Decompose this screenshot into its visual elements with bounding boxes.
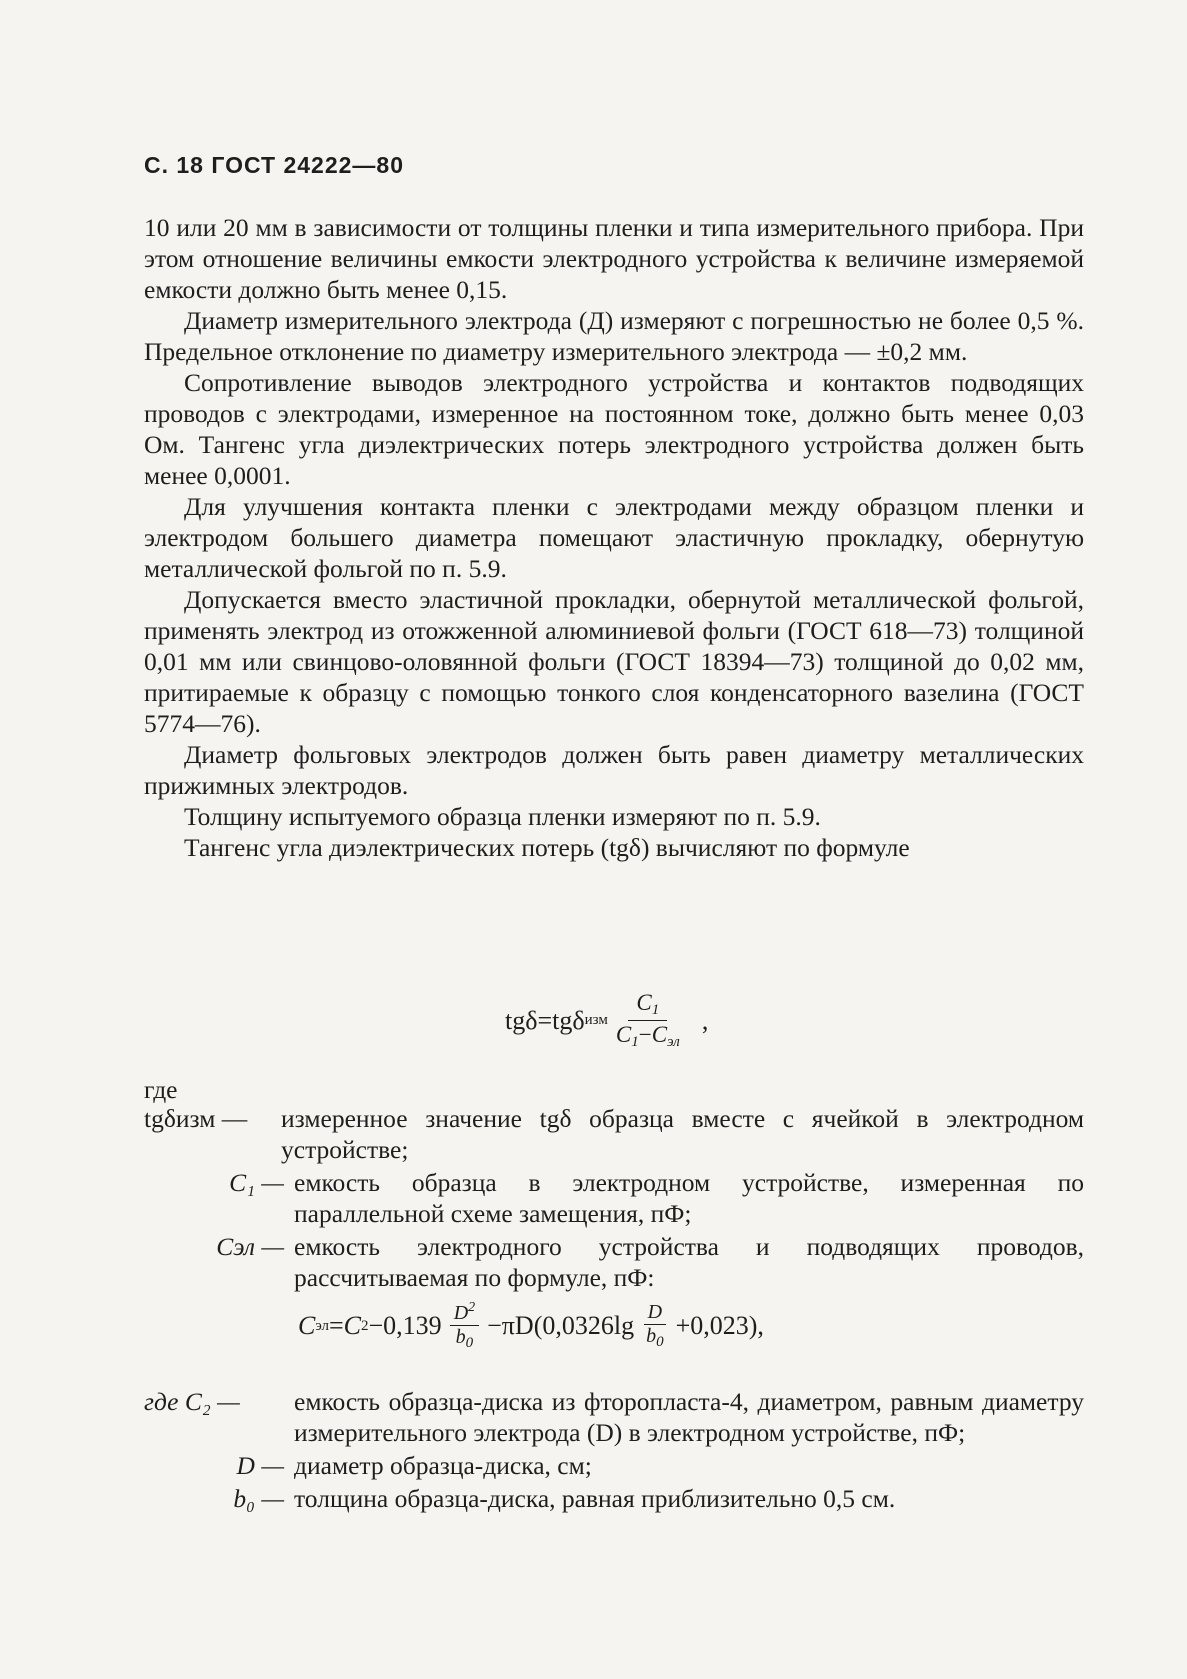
definition-desc: емкость образца в электродном устройстве, измеренная по параллельной схеме замещения, пФ; <box>294 1168 1084 1228</box>
paragraph: Диаметр фольговых электродов должен быть равен диаметру металлических прижимных электродов. <box>144 740 1084 800</box>
fraction-numerator: $C_1$ <box>628 990 667 1021</box>
formula2-term3: +0,023), <box>675 1311 764 1340</box>
paragraph: Допускается вместо эластичной прокладки, обернутой металлической фольгой, применять электрод из отожженной алюминиевой фольги (ГОСТ 618—73) толщиной 0,01 мм или свинцово-оловянной фольги (ГОСТ 18394—73) толщиной до 0,02 мм, притираемые к образцу с помощью тонкого слоя конденсаторного вазелина (ГОСТ 5774—76). <box>144 585 1084 738</box>
definition-list-2 <box>144 1386 1084 1514</box>
formula2-fraction-2: $\frac{D}{b_0}$ <box>642 1301 668 1351</box>
body-text <box>144 212 1084 863</box>
formula2-eq: = <box>329 1311 344 1340</box>
formula2-lhs: C <box>298 1311 316 1340</box>
definition-item <box>144 1386 1084 1448</box>
formula-lhs: tgδ=tgδ <box>505 1005 585 1035</box>
formula-c-el <box>298 1300 764 1352</box>
formula-fraction <box>616 990 680 1051</box>
definition-term: где C₂ — <box>144 1387 240 1416</box>
definition-term: b₀ — <box>233 1484 284 1513</box>
formula2-c2-sub: 2 <box>361 1317 369 1334</box>
paragraph: Для улучшения контакта пленки с электродами между образцом пленки и электродом большего диаметра помещают эластичную прокладку, обернутую металлической фольгой по п. 5.9. <box>144 492 1084 583</box>
formula-lhs-sub: изм <box>584 1012 608 1028</box>
paragraph: Толщину испытуемого образца пленки измеряют по п. 5.9. <box>184 802 821 831</box>
definition-desc: измеренное значение tgδ образца вместе с ячейкой в электродном устройстве; <box>281 1104 1084 1164</box>
definition-term: C₁ — <box>229 1168 284 1197</box>
definition-item <box>144 1231 1084 1293</box>
formula2-term1: −0,139 <box>368 1311 442 1340</box>
definition-item <box>144 1103 1084 1165</box>
formula2-fraction-1: $\frac{D^2}{b_0}$ <box>450 1300 479 1352</box>
paragraph: Тангенс угла диэлектрических потерь (tgδ) вычисляют по формуле <box>184 833 910 862</box>
definition-desc: емкость электродного устройства и подводящих проводов, рассчитываемая по формуле, пФ: <box>294 1232 1084 1292</box>
fraction-denominator: $C_1-C_{эл}$ <box>615 1022 680 1050</box>
definition-desc: диаметр образца-диска, см; <box>294 1451 592 1480</box>
formula2-term2: −πD(0,0326lg <box>487 1311 635 1340</box>
definition-desc: толщина образца-диска, равная приблизительно 0,5 см. <box>294 1484 896 1513</box>
formula-tg-delta <box>505 990 708 1051</box>
definition-term: D — <box>236 1451 284 1480</box>
formula2-c2: C <box>343 1311 362 1340</box>
where-label: где <box>144 1075 178 1104</box>
page-header: С. 18 ГОСТ 24222—80 <box>144 152 405 178</box>
paragraph: Сопротивление выводов электродного устройства и контактов подводящих проводов с электродами, измеренное на постоянном токе, должно быть менее 0,03 Ом. Тангенс угла диэлектрических потерь электродного устройства должен быть менее 0,0001. <box>144 368 1084 490</box>
definition-term: tgδизм — <box>144 1104 248 1133</box>
formula2-lhs-sub: эл <box>315 1317 329 1334</box>
definition-desc: емкость образца-диска из фторопласта-4, диаметром, равным диаметру измерительного электрода (D) в электродном устройстве, пФ; <box>294 1387 1084 1447</box>
definition-item <box>144 1450 1084 1481</box>
definition-item <box>144 1483 1084 1514</box>
formula-trailing-comma: , <box>701 1005 709 1035</box>
definition-item <box>144 1167 1084 1229</box>
definition-term: Cэл — <box>216 1232 284 1261</box>
paragraph: Диаметр измерительного электрода (Д) измеряют с погрешностью не более 0,5 %. Предельное отклонение по диаметру измерительного электрода — ±0,2 мм. <box>144 306 1084 366</box>
definition-list-1 <box>144 1103 1084 1293</box>
paragraph: 10 или 20 мм в зависимости от толщины пленки и типа измерительного прибора. При этом отношение величины емкости электродного устройства к величине измеряемой емкости должно быть менее 0,15. <box>144 213 1084 304</box>
